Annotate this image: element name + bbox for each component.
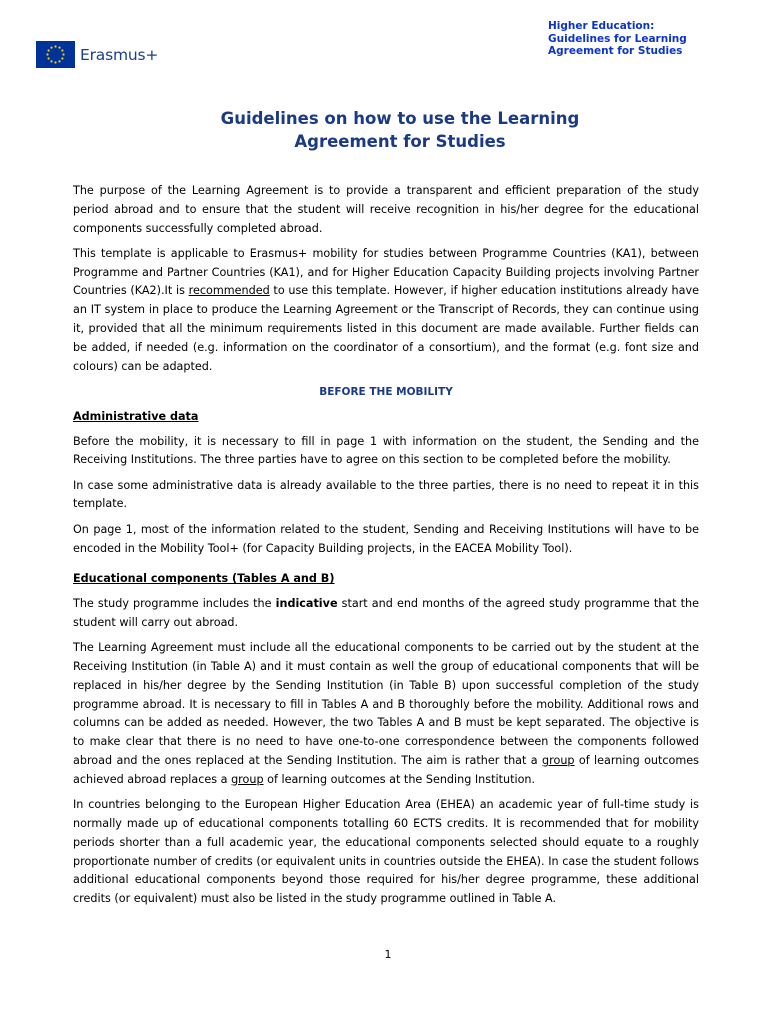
section-heading-before-mobility: BEFORE THE MOBILITY [319, 385, 453, 398]
series-line-1: Higher Education: [548, 20, 655, 32]
document-series-label [548, 20, 687, 58]
subheading-administrative-data: Administrative data [73, 409, 199, 423]
p6-bold-word: indicative [275, 597, 338, 611]
subheading-educational-components: Educational components (Tables A and B) [73, 572, 335, 586]
p2-underlined-word: recommended [188, 284, 270, 298]
paragraph-learning-agreement [73, 639, 699, 789]
paragraph-purpose: The purpose of the Learning Agreement is to provide a transparent and efficient preparation of the study period abroad and to ensure that the student will receive recognition in his/her degree for the educational components successfully completed abroad. [73, 184, 699, 235]
p7-text-after: of learning outcomes at the Sending Institution. [263, 772, 536, 786]
title-line-2: Agreement for Studies [294, 132, 506, 151]
erasmus-logo [36, 41, 158, 68]
document-body [73, 182, 699, 915]
logo-text: Erasmus+ [80, 45, 159, 64]
p6-text-after: start and end months of the agreed study programme that the student will carry out abroad. [73, 597, 699, 629]
p7-text-before: The Learning Agreement must include all the educational components to be carried out by the student at the Receiving Institution (in Table A) and it must contain as well the group of educational components that will be replaced in his/her degree by the Sending Institution (in Table B) upon successful completion of the study programme abroad. It is necessary to fill in Tables A and B thoroughly before the mobility. Additional rows and columns can be added as needed. However, the two Tables A and B must be kept separated. The objective is to make clear that there is no need to have one-to-one correspondence between the components followed abroad and the ones replaced at the Sending Institution. The aim is rather that a [73, 641, 699, 768]
page-number: 1 [384, 948, 392, 961]
p7-underlined-group-2: group [231, 772, 264, 786]
paragraph-admin-available: In case some administrative data is already available to the three parties, there is no need to repeat it in this template. [73, 478, 699, 511]
p2-text-before: This template is applicable to Erasmus+ mobility for studies between Programme Countries (KA1), between Programme and Partner Countries (KA1), and for Higher Education Capacity Building projects involving Partner Countries (KA2).It is [73, 246, 699, 298]
paragraph-template-scope [73, 245, 699, 377]
series-line-3: Agreement for Studies [548, 45, 683, 57]
p2-text-after: to use this template. However, if higher education institutions already have an IT system in place to produce the Learning Agreement or the Transcript of Records, they can continue using it, provided that all the minimum requirements listed in this document are made available. Further fields can be added, if needed (e.g. information on the coordinator of a consortium), and the format (e.g. font size and colours) can be adapted. [73, 284, 699, 373]
paragraph-admin-before: Before the mobility, it is necessary to fill in page 1 with information on the student, the Sending and the Receiving Institutions. The three parties have to agree on this section to be completed before the mobility. [73, 434, 699, 467]
eu-flag-icon [36, 41, 75, 68]
paragraph-study-programme [73, 595, 699, 633]
document-title [0, 107, 768, 153]
paragraph-mobility-tool: On page 1, most of the information related to the student, Sending and Receiving Institutions will have to be encoded in the Mobility Tool+ (for Capacity Building projects, in the EACEA Mobility Tool). [73, 522, 699, 555]
series-line-2: Guidelines for Learning [548, 32, 687, 45]
p6-text-before: The study programme includes the [73, 597, 276, 611]
p7-underlined-group-1: group [542, 754, 575, 768]
p7-text-mid: of learning outcomes achieved abroad replaces a [73, 754, 699, 786]
paragraph-ehea-credits: In countries belonging to the European Higher Education Area (EHEA) an academic year of full-time study is normally made up of educational components totalling 60 ECTS credits. It is recommended that for mobility periods shorter than a full academic year, the educational components selected should equate to a roughly proportionate number of credits (or equivalent units in countries outside the EHEA). In case the student follows additional educational components beyond those required for his/her degree programme, these additional credits (or equivalent) must also be listed in the study programme outlined in Table A. [73, 798, 699, 906]
title-line-1: Guidelines on how to use the Learning [220, 109, 580, 128]
